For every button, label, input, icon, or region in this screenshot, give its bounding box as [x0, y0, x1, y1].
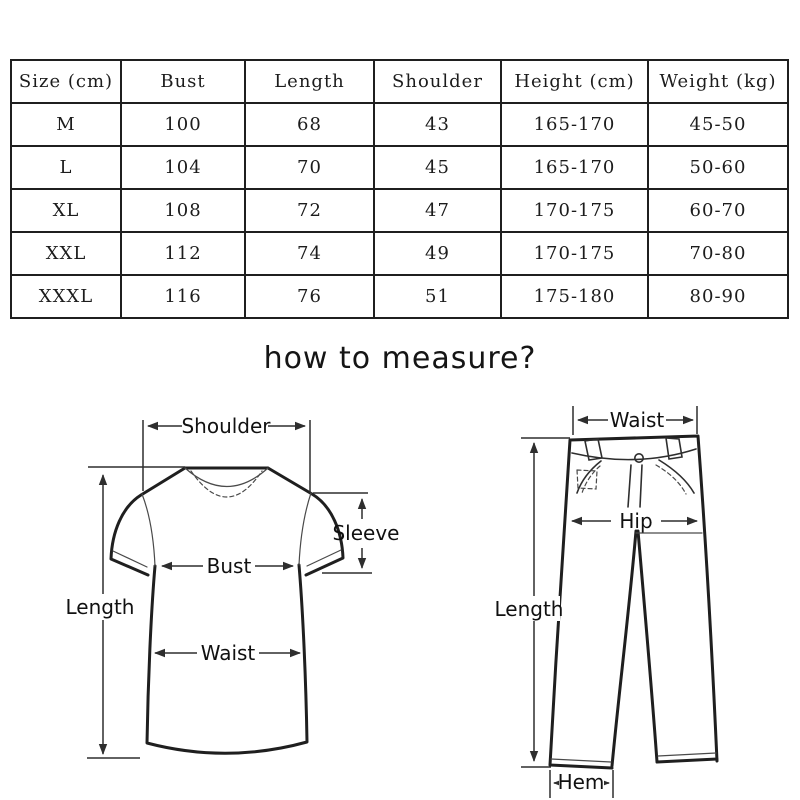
table-cell: 80-90 [648, 275, 788, 318]
table-cell: 45-50 [648, 103, 788, 146]
column-header-weight: Weight (kg) [648, 60, 788, 103]
table-cell: 51 [374, 275, 501, 318]
table-cell: L [11, 146, 121, 189]
column-header-height: Height (cm) [501, 60, 648, 103]
tshirt-seams [113, 468, 341, 567]
table-cell: M [11, 103, 121, 146]
tshirt-outline [111, 468, 343, 753]
column-header-bust: Bust [121, 60, 245, 103]
pants-hip-label: Hip [619, 509, 653, 533]
table-cell: 70-80 [648, 232, 788, 275]
table-cell: 108 [121, 189, 245, 232]
table-cell: XL [11, 189, 121, 232]
pants-length-label: Length [494, 597, 564, 621]
table-cell: 170-175 [501, 189, 648, 232]
tshirt-diagram [66, 414, 400, 758]
table-cell: 47 [374, 189, 501, 232]
pants-diagram [495, 406, 717, 798]
table-cell: 60-70 [648, 189, 788, 232]
shirt-bust-label: Bust [206, 554, 252, 578]
table-cell: 116 [121, 275, 245, 318]
table-cell: 112 [121, 232, 245, 275]
table-cell: 70 [245, 146, 374, 189]
shirt-sleeve-label: Sleeve [332, 521, 400, 545]
table-cell: 45 [374, 146, 501, 189]
pants-pocket-stitching [577, 465, 686, 494]
table-cell: 175-180 [501, 275, 648, 318]
pants-button [635, 454, 643, 462]
pants-outline [550, 436, 717, 768]
table-cell: 165-170 [501, 146, 648, 189]
table-cell: 76 [245, 275, 374, 318]
table-cell: 74 [245, 232, 374, 275]
column-header-length: Length [245, 60, 374, 103]
table-cell: 49 [374, 232, 501, 275]
shirt-length-label: Length [65, 595, 135, 619]
pants-hem-label: Hem [557, 770, 605, 794]
tshirt-extension-lines [87, 420, 372, 758]
table-cell: 72 [245, 189, 374, 232]
table-cell: 165-170 [501, 103, 648, 146]
column-header-size: Size (cm) [11, 60, 121, 103]
tshirt-collar-dashed [191, 471, 262, 497]
pants-pockets [577, 460, 694, 493]
table-cell: 68 [245, 103, 374, 146]
table-cell: XXXL [11, 275, 121, 318]
table-cell: 104 [121, 146, 245, 189]
pants-waist-label: Waist [609, 408, 665, 432]
column-header-shoulder: Shoulder [374, 60, 501, 103]
table-cell: 170-175 [501, 232, 648, 275]
table-cell: 100 [121, 103, 245, 146]
shirt-shoulder-label: Shoulder [181, 414, 271, 438]
table-cell: 43 [374, 103, 501, 146]
table-cell: 50-60 [648, 146, 788, 189]
table-cell: XXL [11, 232, 121, 275]
section-heading: how to measure? [263, 341, 537, 376]
shirt-waist-label: Waist [200, 641, 256, 665]
